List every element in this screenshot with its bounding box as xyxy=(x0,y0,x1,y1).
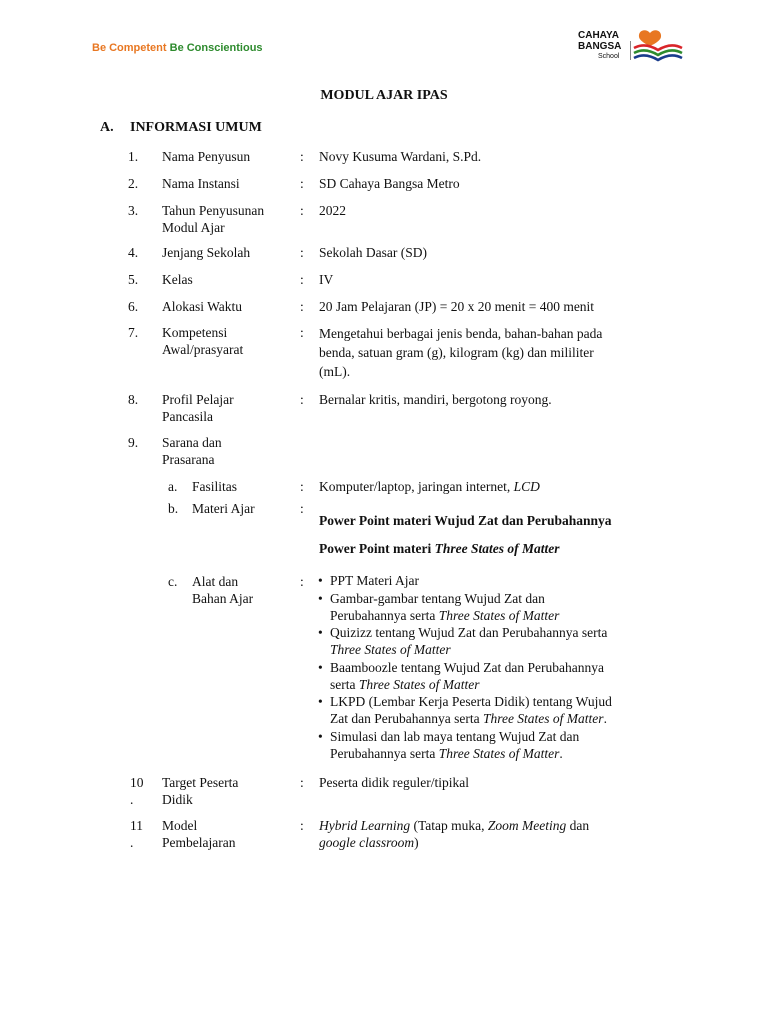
header-tagline xyxy=(92,42,263,54)
list-item xyxy=(306,728,676,762)
row-label-jenjang-sekolah: Jenjang Sekolah xyxy=(162,245,251,260)
sub-value-fasilitas xyxy=(319,478,540,495)
value-italic: google classroom xyxy=(319,835,415,850)
row-colon: : xyxy=(300,203,304,218)
row-value-nama-penyusun: Novy Kusuma Wardani, S.Pd. xyxy=(319,149,482,164)
section-letter: A. xyxy=(100,120,114,135)
list-item-text: serta xyxy=(330,676,359,692)
number-line: 11 xyxy=(130,818,143,833)
row-colon: : xyxy=(300,149,304,164)
row-label-alokasi-waktu: Alokasi Waktu xyxy=(162,299,243,314)
row-colon: : xyxy=(300,574,304,589)
value-text: dan xyxy=(566,818,590,833)
row-number: 4. xyxy=(128,245,139,260)
sub-letter: c. xyxy=(168,574,178,589)
row-value-alokasi: 20 Jam Pelajaran (JP) = 20 x 20 menit = 400 menit xyxy=(319,299,595,314)
list-item xyxy=(306,693,676,727)
row-label-profil-pelajar xyxy=(162,391,234,425)
sub-label-alat-bahan xyxy=(192,573,253,607)
list-item-text: . xyxy=(603,711,607,726)
row-label-target-peserta xyxy=(162,774,238,808)
value-italic: Three States of Matter xyxy=(434,541,560,556)
label-line: Modul Ajar xyxy=(162,220,225,235)
label-line: Profil Pelajar xyxy=(162,392,234,407)
row-number: 1. xyxy=(128,149,139,164)
row-number: 9. xyxy=(128,435,139,450)
row-colon: : xyxy=(300,299,304,314)
materi-ajar-line-1: Power Point materi Wujud Zat dan Perubahannya xyxy=(319,513,612,528)
row-value-target: Peserta didik reguler/tipikal xyxy=(319,775,469,790)
list-item-text: Baamboozle tentang Wujud Zat dan Perubahannya xyxy=(330,659,604,675)
row-number xyxy=(130,774,144,808)
row-number xyxy=(130,817,143,851)
label-line: Kompetensi xyxy=(162,325,228,340)
row-number: 8. xyxy=(128,392,139,407)
row-label-sarana xyxy=(162,434,222,468)
row-label-nama-instansi: Nama Instansi xyxy=(162,176,240,191)
row-value-profil: Bernalar kritis, mandiri, bergotong royong. xyxy=(319,392,552,407)
value-text: Komputer/laptop, jaringan internet, xyxy=(319,479,514,494)
list-item-text: Perubahannya serta xyxy=(330,745,439,761)
value-italic: LCD xyxy=(513,479,540,494)
number-line: . xyxy=(130,835,134,850)
list-item-text: Gambar-gambar tentang Wujud Zat dan xyxy=(330,590,545,606)
label-line: Prasarana xyxy=(162,452,215,467)
label-line: Pembelajaran xyxy=(162,835,236,850)
heart-book-icon xyxy=(630,28,686,62)
list-item xyxy=(306,624,676,658)
label-line: Model xyxy=(162,818,198,833)
list-item-italic: Three States of Matter xyxy=(438,745,560,761)
label-line: Awal/prasyarat xyxy=(162,342,244,357)
list-item-text: Perubahannya serta xyxy=(330,607,439,623)
list-item-italic: Three States of Matter xyxy=(358,676,480,692)
sub-letter: a. xyxy=(168,479,178,494)
value-text: (Tatap muka, xyxy=(410,818,488,833)
value-text: ) xyxy=(414,835,419,850)
label-line: Tahun Penyusunan xyxy=(162,203,265,218)
value-italic: Zoom Meeting xyxy=(487,818,567,833)
row-label-tahun-penyusunan xyxy=(162,202,264,236)
list-item-text: PPT Materi Ajar xyxy=(330,573,419,588)
list-item xyxy=(306,659,676,693)
list-item-text: Simulasi dan lab maya tentang Wujud Zat dan xyxy=(330,728,580,744)
row-colon: : xyxy=(300,392,304,407)
row-label-nama-penyusun: Nama Penyusun xyxy=(162,149,251,164)
row-number: 2. xyxy=(128,176,139,191)
section-title: INFORMASI UMUM xyxy=(130,120,262,135)
value-italic: Hybrid Learning xyxy=(319,818,411,833)
row-colon: : xyxy=(300,325,304,340)
row-value-kompetensi xyxy=(319,324,602,381)
label-line: Didik xyxy=(162,792,193,807)
list-item-text: Quizizz tentang Wujud Zat dan Perubahannya serta xyxy=(330,625,608,640)
list-item xyxy=(306,590,676,624)
row-label-model-pembelajaran xyxy=(162,817,235,851)
tagline-competent: Be Competent xyxy=(92,42,167,54)
sub-letter: b. xyxy=(168,501,179,516)
row-number: 3. xyxy=(128,203,139,218)
list-item-italic: Three States of Matter xyxy=(438,607,560,623)
list-item-italic: Three States of Matter xyxy=(482,711,604,726)
section-heading xyxy=(100,120,262,136)
row-colon: : xyxy=(300,818,304,833)
row-value-model xyxy=(319,817,589,851)
row-colon: : xyxy=(300,775,304,790)
label-line: Target Peserta xyxy=(162,775,239,790)
row-number: 6. xyxy=(128,299,139,314)
row-value-tahun: 2022 xyxy=(319,203,346,218)
logo-text-school: School xyxy=(598,53,620,60)
row-number: 7. xyxy=(128,325,139,340)
number-line: . xyxy=(130,792,134,807)
list-item-text: LKPD (Lembar Kerja Peserta Didik) tentang Wujud xyxy=(330,694,612,709)
number-line: 10 xyxy=(130,775,144,790)
list-item xyxy=(306,572,676,589)
row-label-kompetensi xyxy=(162,324,243,358)
label-line: Bahan Ajar xyxy=(192,591,254,606)
row-colon: : xyxy=(300,176,304,191)
row-colon: : xyxy=(300,272,304,287)
logo-text-bangsa: BANGSA xyxy=(578,41,622,52)
school-logo xyxy=(576,28,686,62)
logo-text-cahaya: CAHAYA xyxy=(578,30,619,41)
value-line: Mengetahui berbagai jenis benda, bahan-bahan pada xyxy=(319,326,603,341)
label-line: Sarana dan xyxy=(162,435,222,450)
list-item-text: Zat dan Perubahannya serta xyxy=(330,711,483,726)
row-label-kelas: Kelas xyxy=(162,272,193,287)
row-number: 5. xyxy=(128,272,139,287)
tagline-conscientious: Be Conscientious xyxy=(169,42,263,54)
value-line: benda, satuan gram (g), kilogram (kg) dan mililiter xyxy=(319,345,594,360)
alat-bahan-list xyxy=(306,572,676,762)
label-line: Alat dan xyxy=(192,574,239,589)
sub-label-fasilitas: Fasilitas xyxy=(192,479,238,494)
page-title: MODUL AJAR IPAS xyxy=(320,88,448,103)
row-value-nama-instansi: SD Cahaya Bangsa Metro xyxy=(319,176,460,191)
sub-label-materi-ajar: Materi Ajar xyxy=(192,501,255,516)
label-line: Pancasila xyxy=(162,409,213,424)
row-value-kelas: IV xyxy=(319,272,334,287)
value-text: Power Point materi xyxy=(319,541,435,556)
row-colon: : xyxy=(300,501,304,516)
value-line: (mL). xyxy=(319,364,351,379)
row-colon: : xyxy=(300,479,304,494)
materi-ajar-line-2 xyxy=(319,540,559,557)
list-item-text: . xyxy=(559,745,563,761)
list-item-italic: Three States of Matter xyxy=(330,642,451,657)
row-value-jenjang: Sekolah Dasar (SD) xyxy=(319,245,427,260)
row-colon: : xyxy=(300,245,304,260)
